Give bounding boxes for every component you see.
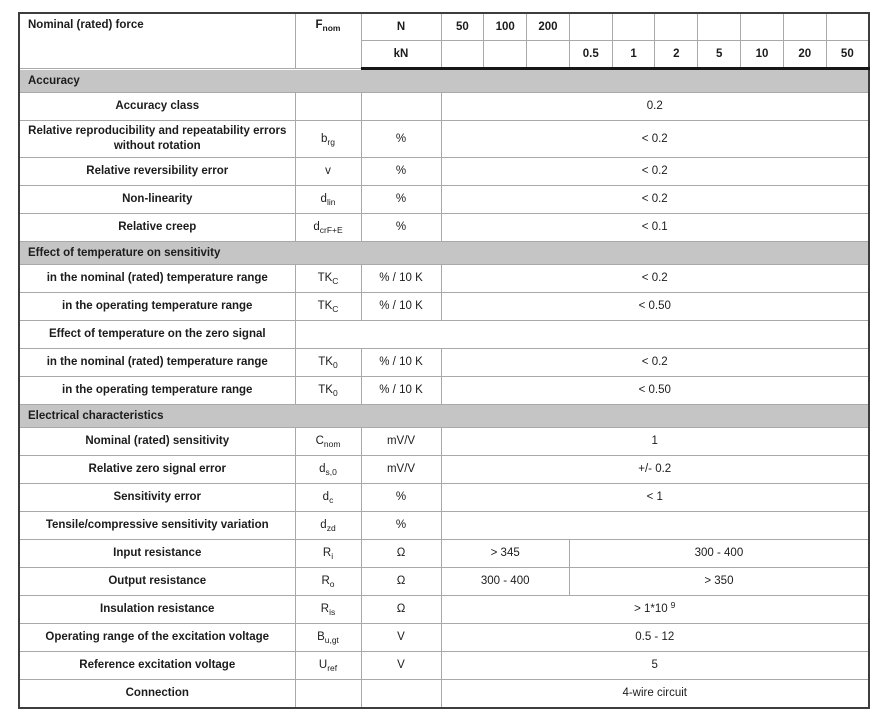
symbol-base: d xyxy=(319,463,326,476)
symbol-sub: crF+E xyxy=(319,225,343,236)
symbol-sub: 0 xyxy=(332,388,338,399)
header-value-cell xyxy=(612,13,655,41)
table-row xyxy=(19,539,869,567)
value-cell: 4-wire circuit xyxy=(441,679,869,708)
value-cell: < 0.50 xyxy=(441,376,869,404)
param-label: Effect of temperature on the zero signal xyxy=(19,320,295,348)
param-label: Output resistance xyxy=(19,567,295,595)
header-value-cell xyxy=(698,13,741,41)
table-row xyxy=(19,679,869,708)
value-cell: < 0.2 xyxy=(441,157,869,185)
header-value-cell: 100 xyxy=(484,13,527,41)
symbol-cell xyxy=(295,595,361,623)
unit-cell: % / 10 K xyxy=(361,264,441,292)
unit-cell: mV/V xyxy=(361,455,441,483)
symbol-cell xyxy=(295,264,361,292)
section-row-electrical xyxy=(19,404,869,427)
value-cell: +/- 0.2 xyxy=(441,455,869,483)
unit-cell xyxy=(361,93,441,121)
table-row xyxy=(19,427,869,455)
symbol-sub: rg xyxy=(327,136,335,147)
symbol-base: TK xyxy=(318,356,333,369)
value-cell: < 0.2 xyxy=(441,121,869,158)
param-label: Operating range of the excitation voltage xyxy=(19,623,295,651)
symbol-base: F xyxy=(315,19,323,31)
unit-cell: Ω xyxy=(361,567,441,595)
value-cell: 0.5 - 12 xyxy=(441,623,869,651)
section-title: Effect of temperature on sensitivity xyxy=(19,241,869,264)
header-unit-kn: kN xyxy=(361,41,441,69)
value-exponent: 9 xyxy=(670,600,676,611)
table-row-zero-signal xyxy=(19,320,869,348)
unit-cell xyxy=(361,679,441,708)
header-row-n xyxy=(19,13,869,41)
unit-cell: Ω xyxy=(361,539,441,567)
param-label: Connection xyxy=(19,679,295,708)
symbol-sub: ref xyxy=(327,663,338,674)
value-cell: < 1 xyxy=(441,483,869,511)
symbol-cell xyxy=(295,185,361,213)
param-label: Tensile/compressive sensitivity variation xyxy=(19,511,295,539)
symbol-sub: 0 xyxy=(332,360,338,371)
value-cell: 0.2 xyxy=(441,93,869,121)
value-cell xyxy=(441,511,869,539)
symbol-base: d xyxy=(320,519,327,532)
symbol-base: U xyxy=(318,659,328,672)
symbol-cell xyxy=(295,679,361,708)
param-label: Relative zero signal error xyxy=(19,455,295,483)
header-value-cell: 0.5 xyxy=(569,41,612,69)
symbol-sub: c xyxy=(329,495,334,506)
unit-cell: % xyxy=(361,185,441,213)
symbol-cell xyxy=(295,93,361,121)
symbol-base: TK xyxy=(318,384,333,397)
symbol-cell xyxy=(295,567,361,595)
value-cell: 5 xyxy=(441,651,869,679)
symbol-sub: nom xyxy=(322,23,341,33)
table-row xyxy=(19,292,869,320)
header-value-cell xyxy=(783,13,826,41)
param-label: in the nominal (rated) temperature range xyxy=(19,264,295,292)
symbol-cell xyxy=(295,455,361,483)
table-row xyxy=(19,121,869,158)
value-base: > 1*10 xyxy=(634,603,668,616)
header-value-cell: 10 xyxy=(741,41,784,69)
symbol-base: R xyxy=(321,575,330,588)
table-row xyxy=(19,511,869,539)
symbol-cell xyxy=(295,539,361,567)
section-title: Electrical characteristics xyxy=(19,404,869,427)
value-cell-n-range: 300 - 400 xyxy=(441,567,569,595)
table-row xyxy=(19,455,869,483)
table-header xyxy=(19,13,869,69)
value-cell: < 0.2 xyxy=(441,185,869,213)
header-value-cell xyxy=(741,13,784,41)
header-value-cell: 50 xyxy=(441,13,484,41)
value-cell-n-range: > 345 xyxy=(441,539,569,567)
unit-cell: % / 10 K xyxy=(361,376,441,404)
param-label: Relative reversibility error xyxy=(19,157,295,185)
symbol-sub: C xyxy=(332,304,339,315)
symbol-base: C xyxy=(315,435,324,448)
param-label: in the operating temperature range xyxy=(19,376,295,404)
symbol-base: R xyxy=(320,603,330,616)
symbol-cell xyxy=(295,157,361,185)
header-value-cell: 200 xyxy=(527,13,570,41)
symbol-base: d xyxy=(313,221,320,234)
symbol-cell xyxy=(295,511,361,539)
value-cell: < 0.2 xyxy=(441,264,869,292)
symbol-cell xyxy=(295,483,361,511)
param-label: Input resistance xyxy=(19,539,295,567)
header-value-cell: 2 xyxy=(655,41,698,69)
table-row xyxy=(19,651,869,679)
table-row xyxy=(19,264,869,292)
symbol-sub: nom xyxy=(323,439,341,450)
unit-cell: % / 10 K xyxy=(361,292,441,320)
header-value-cell xyxy=(826,13,869,41)
symbol-sub: u,gt xyxy=(324,635,339,646)
empty-merged-cell xyxy=(295,320,869,348)
symbol-base: TK xyxy=(317,300,333,313)
param-label: Relative reproducibility and repeatability errors without rotation xyxy=(19,121,295,158)
table-row xyxy=(19,157,869,185)
header-unit-n: N xyxy=(361,13,441,41)
symbol-sub: i xyxy=(331,551,334,562)
symbol-base: v xyxy=(325,165,331,178)
param-label: in the operating temperature range xyxy=(19,292,295,320)
table-row xyxy=(19,348,869,376)
section-row-temp-sensitivity xyxy=(19,241,869,264)
symbol-cell xyxy=(295,427,361,455)
symbol-cell xyxy=(295,121,361,158)
symbol-sub: zd xyxy=(326,523,336,534)
value-cell: < 0.1 xyxy=(441,213,869,241)
unit-cell: % xyxy=(361,511,441,539)
param-label: Nominal (rated) sensitivity xyxy=(19,427,295,455)
section-title: Accuracy xyxy=(19,69,869,93)
param-label: Reference excitation voltage xyxy=(19,651,295,679)
unit-cell: % xyxy=(361,157,441,185)
header-value-cell: 20 xyxy=(783,41,826,69)
unit-cell: V xyxy=(361,651,441,679)
param-label: Insulation resistance xyxy=(19,595,295,623)
symbol-base: d xyxy=(320,193,327,206)
unit-cell: % xyxy=(361,213,441,241)
param-label: Sensitivity error xyxy=(19,483,295,511)
section-row-accuracy xyxy=(19,69,869,93)
header-value-cell: 1 xyxy=(612,41,655,69)
symbol-base: TK xyxy=(317,272,333,285)
unit-cell: % / 10 K xyxy=(361,348,441,376)
value-cell: < 0.2 xyxy=(441,348,869,376)
symbol-base: d xyxy=(322,491,330,504)
table-body xyxy=(19,69,869,708)
header-value-cell xyxy=(569,13,612,41)
param-label: in the nominal (rated) temperature range xyxy=(19,348,295,376)
value-cell: 1 xyxy=(441,427,869,455)
header-value-cell xyxy=(655,13,698,41)
param-label: Non-linearity xyxy=(19,185,295,213)
symbol-cell xyxy=(295,348,361,376)
header-value-cell xyxy=(441,41,484,69)
symbol-sub: is xyxy=(329,607,336,618)
header-value-cell xyxy=(527,41,570,69)
symbol-cell xyxy=(295,292,361,320)
table-row xyxy=(19,483,869,511)
table-row xyxy=(19,213,869,241)
spec-table xyxy=(18,12,870,709)
table-row xyxy=(19,595,869,623)
header-value-cell xyxy=(484,41,527,69)
value-cell-kn-range: 300 - 400 xyxy=(569,539,869,567)
unit-cell: V xyxy=(361,623,441,651)
header-value-cell: 50 xyxy=(826,41,869,69)
symbol-cell xyxy=(295,651,361,679)
table-row xyxy=(19,93,869,121)
symbol-cell xyxy=(295,213,361,241)
unit-cell: Ω xyxy=(361,595,441,623)
header-value-cell: 5 xyxy=(698,41,741,69)
table-row xyxy=(19,376,869,404)
symbol-base: b xyxy=(321,132,328,145)
unit-cell: % xyxy=(361,483,441,511)
symbol-base: B xyxy=(317,631,325,644)
symbol-sub: o xyxy=(329,579,335,590)
symbol-sub: lin xyxy=(326,197,336,208)
unit-cell: % xyxy=(361,121,441,158)
value-cell: < 0.50 xyxy=(441,292,869,320)
param-label: Relative creep xyxy=(19,213,295,241)
symbol-base: R xyxy=(322,547,332,560)
symbol-sub: C xyxy=(332,276,339,287)
value-cell xyxy=(441,595,869,623)
unit-cell: mV/V xyxy=(361,427,441,455)
header-param-label: Nominal (rated) force xyxy=(19,13,295,69)
header-symbol-fnom xyxy=(295,13,361,69)
symbol-cell xyxy=(295,623,361,651)
symbol-sub: s,0 xyxy=(325,467,337,478)
table-row xyxy=(19,623,869,651)
symbol-cell xyxy=(295,376,361,404)
value-cell-kn-range: > 350 xyxy=(569,567,869,595)
table-row xyxy=(19,185,869,213)
table-row xyxy=(19,567,869,595)
param-label: Accuracy class xyxy=(19,93,295,121)
